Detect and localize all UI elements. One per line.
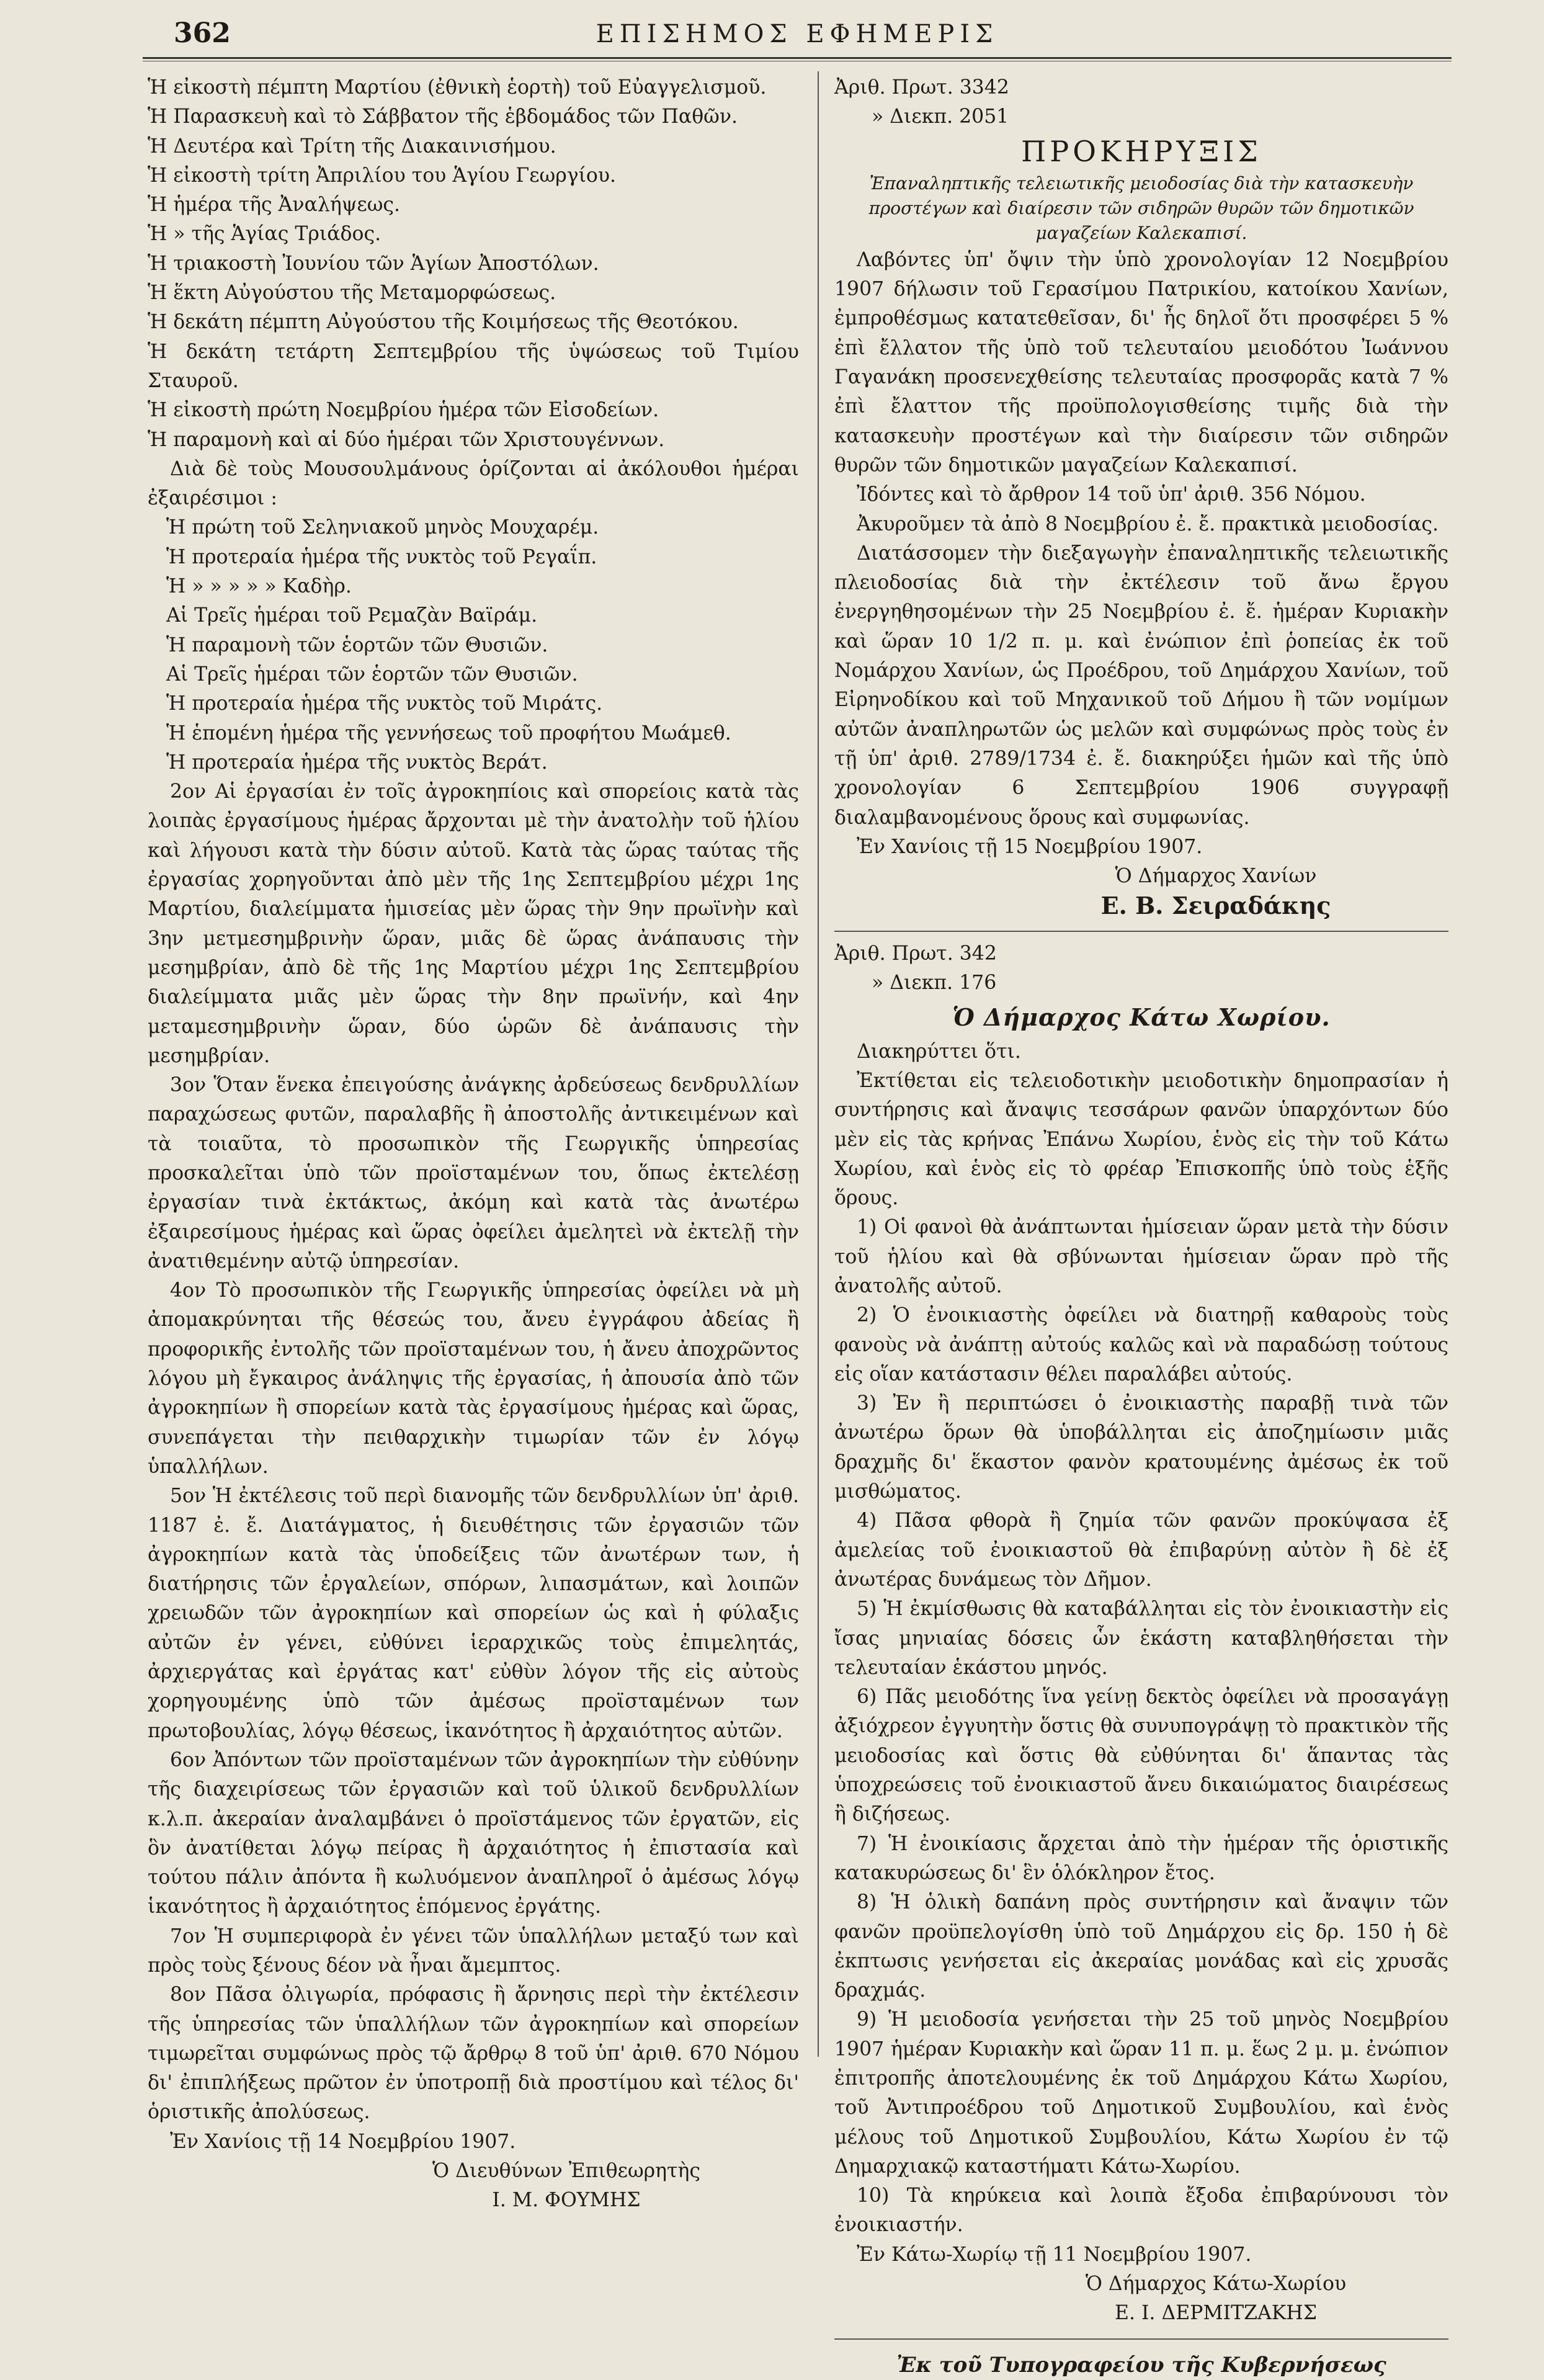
notice2-term: 2) Ὁ ἐνοικιαστὴς ὀφείλει νὰ διατηρῇ καθαροὺς τοὺς φανοὺς νὰ ἀνάπτῃ αὐτούς καλῶς καὶ νὰ παραδώσῃ τούτους εἰς οἵαν κατάστασιν θέλει παραλάβει αὐτούς.: [834, 1304, 1448, 1385]
notice-lamps: [834, 939, 1448, 2329]
notice1-heading: ΠΡΟΚΗΡΥΞΙΣ: [1021, 134, 1262, 168]
muslim-holiday-item: Αἱ Τρεῖς ἡμέραι τῶν ἑορτῶν τῶν Θυσιῶν.: [166, 663, 578, 686]
notice1-para1: Λαβόντες ὑπ' ὄψιν τὴν ὑπὸ χρονολογίαν 12 Νοεμβρίου 1907 δήλωσιν τοῦ Γερασίμου Πατρικίου, κατοίκου Χανίων, ἐμπροθέσμως κατατεθεῖσαν, δι' ἧς δηλοῖ ὅτι προσφέρει 5 % ἐπὶ ἔλλατον τῆς ὑπὸ τοῦ τελευταίου μειοδότου Ἰωάννου Γαγανάκη προσενεχθείσης τελευταίας προσφορᾶς κατὰ 7 % ἐπὶ ἔλαττον τῆς προϋπολογισθείσης τιμῆς διὰ τὴν κατασκευὴν προστέγων καὶ τὴν διαίρεσιν τῶν σιδηρῶν θυρῶν τῶν δημοτικῶν μαγαζείων Καλεκαπισί.: [834, 248, 1448, 476]
holiday-item: Ἡ τριακοστὴ Ἰουνίου τῶν Ἁγίων Ἀποστόλων.: [148, 252, 599, 275]
muslim-holiday-item: Ἡ προτεραία ἡμέρα τῆς νυκτὸς τοῦ Μιράτς.: [166, 692, 603, 715]
notice1-subtitle: Ἐπαναληπτικῆς τελειωτικῆς μειοδοσίας διὰ τὴν κατασκευὴν προστέγων καὶ διαίρεσιν τῶν σιδηρῶν θυρῶν τῶν δημοτικῶν μαγαζείων Καλεκαπισί.: [868, 172, 1414, 243]
left-signature-title: Ὁ Διευθύνων Ἐπιθεωρητὴς: [432, 2160, 700, 2183]
muslim-intro: Διὰ δὲ τοὺς Μουσουλμάνους ὁρίζονται αἱ ἀκόλουθοι ἡμέραι ἐξαιρέσιμοι :: [148, 457, 799, 510]
muslim-holiday-item: Ἡ πρώτη τοῦ Σεληνιακοῦ μηνὸς Μουχαρέμ.: [166, 516, 599, 539]
article-7: 7ον Ἡ συμπεριφορὰ ἐν γένει τῶν ὑπαλλήλων μεταξύ των καὶ πρὸς τοὺς ξένους δέον νὰ ἦναι ἄμεμπτος.: [148, 1925, 799, 1977]
article-8: 8ον Πᾶσα ὀλιγωρία, πρόφασις ἢ ἄρνησις περὶ τὴν ἐκτέλεσιν τῆς ὑπηρεσίας τῶν ὑπαλλήλων τῶν ἀγροκηπίων καὶ σπορείων τιμωρεῖται συμφώνως πρὸς τῷ ἄρθρῳ 8 τοῦ ὑπ' ἀριθ. 670 Νόμου δι' ἐπιπλήξεως πρῶτον ἐν ὑποτροπῇ διὰ προστίμου καὶ τέλος δι' ὁριστικῆς ἀπολύσεως.: [148, 1984, 799, 2124]
left-column: [148, 73, 799, 2216]
article-4: 4ον Τὸ προσωπικὸν τῆς Γεωργικῆς ὑπηρεσίας ὀφείλει νὰ μὴ ἀπομακρύνηται τῆς θέσεώς του, ἄνευ ἐγγράφου ἀδείας ἢ προφορικῆς ἐντολῆς τῶν προϊσταμένων του, ἡ ἄνευ ἀποχρῶντος λόγου μὴ ἔγκαιρος ἀνάληψις τῆς ἐργασίας, ἡ ἀπουσία ἀπὸ τῶν ἀγροκηπίων ἢ σπορείων κατὰ τὰς ἐργασίμους ἡμέρας καὶ ὥρας, συνεπάγεται τὴν πειθαρχικὴν τιμωρίαν τῶν ἐν λόγῳ ὑπαλλήλων.: [148, 1279, 799, 1478]
notice2-term: 8) Ἡ ὁλικὴ δαπάνη πρὸς συντήρησιν καὶ ἄναψιν τῶν φανῶν προϋπελογίσθη ὑπὸ τοῦ Δημάρχου εἰς δρ. 150 ἡ δὲ ἐκπτωσις γενήσεται εἰς ἀκεραίας μονάδας καὶ εἰς χρυσᾶς δραχμάς.: [834, 1891, 1448, 2002]
notice2-intro: Διακηρύττει ὅτι.: [857, 1040, 1021, 1063]
notice-proclamation: [834, 73, 1448, 921]
muslim-holiday-item: Ἡ » » » » » Καδὴρ.: [166, 575, 352, 598]
notice-separator: [834, 931, 1448, 932]
article-3: 3ον Ὅταν ἕνεκα ἐπειγούσης ἀνάγκης ἀρδεύσεως δενδρυλλίων παραχώσεως φυτῶν, παραλαβῆς ἢ ἀποστολῆς ἀντικειμένων καὶ τὰ τοιαῦτα, τὸ προσωπικὸν τῆς Γεωργικῆς ὑπηρεσίας προσκαλεῖται ὑπὸ τῶν προϊσταμένων του, ὅπως ἐκτελέσῃ ἐργασίαν τινὰ ἐκτάκτως, ἀκόμη καὶ κατὰ τὰς ἀνωτέρω ἐξαιρεσίμους ἡμέρας καὶ ὥρας ὀφείλει ἀμελητεὶ νὰ ἐκτελῇ τὴν ἀνατιθεμένην αὐτῷ ὑπηρεσίαν.: [148, 1074, 799, 1273]
notice1-para2: Ἰδόντες καὶ τὸ ἄρθρον 14 τοῦ ὑπ' ἀριθ. 356 Νόμου.: [857, 483, 1366, 506]
notice2-term: 5) Ἡ ἐκμίσθωσις θὰ καταβάλληται εἰς τὸν ἐνοικιαστὴν εἰς ἴσας μηνιαίας δόσεις ὧν ἑκάστη καταβληθήσεται τὴν τελευταίαν ἑκάστου μηνός.: [834, 1598, 1448, 1679]
holiday-item: Ἡ Δευτέρα καὶ Τρίτη τῆς Διακαινισήμου.: [148, 135, 556, 158]
journal-title: ΕΠΙΣΗΜΟΣ ΕΦΗΜΕΡΙΣ: [596, 20, 999, 48]
muslim-holiday-item: Ἡ παραμονὴ τῶν ἑορτῶν τῶν Θυσιῶν.: [166, 633, 548, 656]
notice2-date: Ἐν Κάτω-Χωρίῳ τῇ 11 Νοεμβρίου 1907.: [857, 2243, 1252, 2266]
notice1-signature-title: Ὁ Δήμαρχος Χανίων: [1115, 865, 1317, 888]
article-5: 5ον Ἡ ἐκτέλεσις τοῦ περὶ διανομῆς τῶν δενδρυλλίων ὑπ' ἀριθ. 1187 ἐ. ἔ. Διατάγματος, ἡ διευθέτησις τῶν ἐργασιῶν τῶν ἀγροκηπίων κατὰ τὰς ὑποδείξεις τῶν ἀνωτέρων των, ἡ διατήρησις τῶν ἐργαλείων, σπόρων, λιπασμάτων, καὶ λοιπῶν χρειωδῶν τῶν ἀγροκηπίων καὶ σπορείων ὡς καὶ ἡ φύλαξις αὐτῶν ἐν γένει, εὐθύνει ἱεραρχικῶς τοὺς ἐπιμελητάς, ἀρχιεργάτας καὶ ἐργάτας κατ' εὐθὺν λόγον τῆς εἰς αὐτοὺς χορηγουμένης ὑπὸ τῶν ἀμέσως προϊσταμένων των πρωτοβουλίας, λόγῳ θέσεως, ἱκανότητος ἢ ἀρχαιότητος αὐτῶν.: [148, 1485, 799, 1742]
holiday-item: Ἡ δεκάτη πέμπτη Αὐγούστου τῆς Κοιμήσεως τῆς Θεοτόκου.: [148, 311, 739, 334]
notice2-term: 6) Πᾶς μειοδότης ἵνα γείνῃ δεκτὸς ὀφείλει νὰ προσαγάγῃ ἀξιόχρεον ἐγγυητὴν ὅστις θὰ συνυπογράψῃ τὸ πρακτικὸν τῆς μειοδοσίας καὶ ὅστις θὰ εὐθύνηται δι' ἅπαντας τὰς ὑποχρεώσεις τοῦ ἐνοικιαστοῦ ἄνευ δικαιώματος διαιρέσεως ἢ διζήσεως.: [834, 1686, 1448, 1826]
holiday-item: Ἡ παραμονὴ καὶ αἱ δύο ἡμέραι τῶν Χριστουγέννων.: [148, 428, 665, 451]
notice2-term: 4) Πᾶσα φθορὰ ἢ ζημία τῶν φανῶν προκύψασα ἐξ ἀμελείας τοῦ ἐνοικιαστοῦ θὰ ἐπιβαρύνῃ αὐτὸν ἢ δὲ ἐξ ἀνωτέρας δυνάμεως τὸν Δῆμον.: [834, 1510, 1448, 1591]
notice2-heading: Ὁ Δήμαρχος Κάτω Χωρίου.: [952, 1003, 1331, 1032]
notice2-para0: Ἐκτίθεται εἰς τελειοδοτικὴν μειοδοτικὴν δημοπρασίαν ἡ συντήρησις καὶ ἄναψις τεσσάρων φανῶν ὑπαρχόντων δύο μὲν εἰς τὰς κρήνας Ἐπάνω Χωρίου, ἑνὸς εἰς τὴν τοῦ Κάτω Χωρίου, καὶ ἑνὸς εἰς τὸ φρέαρ Ἐπισκοπῆς ὑπὸ τοὺς ἑξῆς ὅρους.: [834, 1069, 1448, 1210]
holiday-item: Ἡ ἡμέρα τῆς Ἀναλήψεως.: [148, 194, 401, 217]
notice1-para3: Ἀκυροῦμεν τὰ ἀπὸ 8 Νοεμβρίου ἐ. ἔ. πρακτικὰ μειοδοσίας.: [857, 512, 1439, 535]
column-divider: [818, 71, 819, 2057]
notice2-term: 3) Ἐν ἢ περιπτώσει ὁ ἐνοικιαστὴς παραβῇ τινὰ τῶν ἀνωτέρω ὅρων θὰ ὑποβάλληται εἰς ἀποζημίωσιν μιᾶς δραχμῆς δι' ἕκαστον φανὸν κρατουμένης ἀμέσως ἐκ τοῦ μισθώματος.: [834, 1392, 1448, 1503]
notice2-term: 9) Ἡ μειοδοσία γενήσεται τὴν 25 τοῦ μηνὸς Νοεμβρίου 1907 ἡμέραν Κυριακὴν καὶ ὥραν 11 π. μ. ἕως 2 μ. μ. ἐνώπιον ἐπιτροπῆς ἀποτελουμένης ἐκ τοῦ Δημάρχου Κάτω Χωρίου, τοῦ Ἀντιπροέδρου τοῦ Δημοτικοῦ Συμβουλίου, καὶ ἑνὸς μέλους τοῦ Δημοτικοῦ Συμβουλίου, Κάτω Χωρίου ἐν τῷ Δημαρχιακῷ καταστήματι Κάτω-Χωρίου.: [834, 2008, 1448, 2178]
header-rule: [143, 57, 1452, 59]
holiday-item: Ἡ δεκάτη τετάρτη Σεπτεμβρίου τῆς ὑψώσεως τοῦ Τιμίου Σταυροῦ.: [148, 340, 799, 392]
right-column: [834, 73, 1448, 2380]
muslim-holiday-item: Ἡ προτεραία ἡμέρα τῆς νυκτὸς Βεράτ.: [166, 751, 548, 774]
page-number: 362: [174, 17, 231, 49]
notice1-ref-diekp: » Διεκπ. 2051: [872, 105, 1009, 128]
notice1-date: Ἐν Χανίοις τῇ 15 Νοεμβρίου 1907.: [857, 835, 1203, 858]
footer-separator: [834, 2338, 1448, 2340]
holiday-item: Ἡ » τῆς Ἁγίας Τριάδος.: [148, 223, 382, 246]
muslim-holiday-list: [148, 513, 799, 777]
notice2-term: 1) Οἱ φανοὶ θὰ ἀνάπτωνται ἡμίσειαν ὥραν μετὰ τὴν δύσιν τοῦ ἡλίου καὶ θὰ σβύνωνται ἡμίσειαν ὥραν πρὸ τῆς ἀνατολῆς αὐτοῦ.: [834, 1216, 1448, 1297]
holiday-item: Ἡ εἰκοστὴ τρίτη Ἀπριλίου του Ἁγίου Γεωργίου.: [148, 164, 617, 187]
article-6: 6ον Ἀπόντων τῶν προϊσταμένων τῶν ἀγροκηπίων τὴν εὐθύνην τῆς διαχειρίσεως τῶν ἐργασιῶν καὶ τοῦ ὑλικοῦ δενδρυλλίων κ.λ.π. ἀκεραίαν ἀναλαμβάνει ὁ προϊστάμενος τῶν ἐργατῶν, εἰς ὃν ἀνατίθεται λόγῳ πείρας ἢ ἀρχαιότητος ἡ ἐπιστασία καὶ τούτου πάλιν ἀπόντα ἢ κωλυόμενον ἀναπληροῖ ὁ ἀμέσως λόγῳ ἱκανότητος ἢ ἀρχαιότητος ἑπόμενος ἐργάτης.: [148, 1748, 799, 1918]
printer-footer: Ἐκ τοῦ Τυπογραφείου τῆς Κυβερνήσεως: [896, 2352, 1386, 2378]
notice2-ref-prot: Ἀριθ. Πρωτ. 342: [834, 942, 997, 965]
article-2: 2ον Αἱ ἐργασίαι ἐν τοῖς ἀγροκηπίοις καὶ σπορείοις κατὰ τὰς λοιπὰς ἐργασίμους ἡμέρας ἄρχονται μὲ τὴν ἀνατολὴν τοῦ ἡλίου καὶ λήγουσι κατὰ τὴν δύσιν αὐτοῦ. Κατὰ τὰς ὥρας ταύτας τῆς ἐργασίας χορηγοῦνται ἀπὸ μὲν τῆς 1ης Σεπτεμβρίου μέχρι 1ης Μαρτίου, διαλείμματα ἡμισείας μὲν ὥρας τὴν 9ην πρωϊνὴν καὶ 3ην μετμεσημβρινὴν ὥραν, μιᾶς δὲ ὥρας ἀνάπαυσις τὴν μεσημβρίαν, ἀπὸ δὲ τῆς 1ης Μαρτίου μέχρι 1ης Σεπτεμβρίου διαλείμματα μιᾶς μὲν ὥρας τὴν 8ην πρωϊνήν, καὶ 4ην μεταμεσημβρινὴν ὥραν, δύο ὡρῶν δὲ ἀνάπαυσις τὴν μεσημβρίαν.: [148, 781, 799, 1067]
holiday-list: [148, 73, 799, 455]
left-signature-name: Ι. Μ. ΦΟΥΜΗΣ: [492, 2189, 641, 2212]
holiday-item: Ἡ Παρασκευὴ καὶ τὸ Σάββατον τῆς ἑβδομάδος τῶν Παθῶν.: [148, 105, 738, 128]
muslim-holiday-item: Ἡ ἑπομένη ἡμέρα τῆς γεννήσεως τοῦ προφήτου Μωάμεθ.: [166, 722, 731, 745]
notice2-term: 10) Τὰ κηρύκεια καὶ λοιπὰ ἔξοδα ἐπιβαρύνουσι τὸν ἐνοικιαστήν.: [834, 2185, 1448, 2237]
notice2-term: 7) Ἡ ἐνοικίασις ἄρχεται ἀπὸ τὴν ἡμέραν τῆς ὁριστικῆς κατακυρώσεως δι' ἓν ὁλόκληρον ἔτος.: [834, 1832, 1448, 1884]
holiday-item: Ἡ εἰκοστὴ πέμπτη Μαρτίου (ἐθνικὴ ἑορτὴ) τοῦ Εὐαγγελισμοῦ.: [148, 76, 767, 99]
notice2-signature-title: Ὁ Δήμαρχος Κάτω-Χωρίου: [1085, 2273, 1347, 2296]
muslim-holiday-item: Αἱ Τρεῖς ἡμέραι τοῦ Ρεμαζὰν Βαϊράμ.: [166, 604, 538, 627]
notice1-para4: Διατάσσομεν τὴν διεξαγωγὴν ἐπαναληπτικῆς τελειωτικῆς πλειοδοσίας διὰ τὴν ἐκτέλεσιν τοῦ ἄνω ἔργου ἐνεργηθησομένων τὴν 25 Νοεμβρίου ἐ. ἔ. ἡμέραν Κυριακὴν καὶ ὥραν 10 1/2 π. μ. καὶ ἐνώπιον ἐπὶ ῥοπείας ἐκ τοῦ Νομάρχου Χανίων, ὡς Προέδρου, τοῦ Δημάρχου Χανίων, τοῦ Εἰρηνοδίκου καὶ τοῦ Μηχανικοῦ τοῦ Δήμου ἢ τῶν νομίμων αὐτῶν ἀναπληρωτῶν ὡς μελῶν καὶ συμφώνως πρὸς τοὺς ἐν τῇ ὑπ' ἀριθ. 2789/1734 ἐ. ἔ. διακηρύξει ἡμῶν καὶ τῆς ὑπὸ χρονολογίαν 6 Σεπτεμβρίου 1906 συγγραφῇ διαλαμβανομένους ὅρους καὶ συμφωνίας.: [834, 542, 1448, 829]
page-header: [143, 12, 1452, 56]
notice2-ref-diekp: » Διεκπ. 176: [872, 972, 997, 995]
holiday-item: Ἡ εἰκοστὴ πρώτη Νοεμβρίου ἡμέρα τῶν Εἰσοδείων.: [148, 399, 659, 422]
notice2-signature-name: Ε. Ι. ΔΕΡΜΙΤΖΑΚΗΣ: [1114, 2302, 1318, 2325]
notice1-signature-name: Ε. Β. Σειραδάκης: [1100, 892, 1331, 920]
left-date: Ἐν Χανίοις τῇ 14 Νοεμβρίου 1907.: [170, 2130, 516, 2153]
holiday-item: Ἡ ἕκτη Αὐγούστου τῆς Μεταμορφώσεως.: [148, 282, 556, 305]
muslim-holiday-item: Ἡ προτεραία ἡμέρα τῆς νυκτὸς τοῦ Ρεγαΐπ.: [166, 545, 597, 568]
notice1-ref-prot: Ἀριθ. Πρωτ. 3342: [834, 76, 1009, 99]
